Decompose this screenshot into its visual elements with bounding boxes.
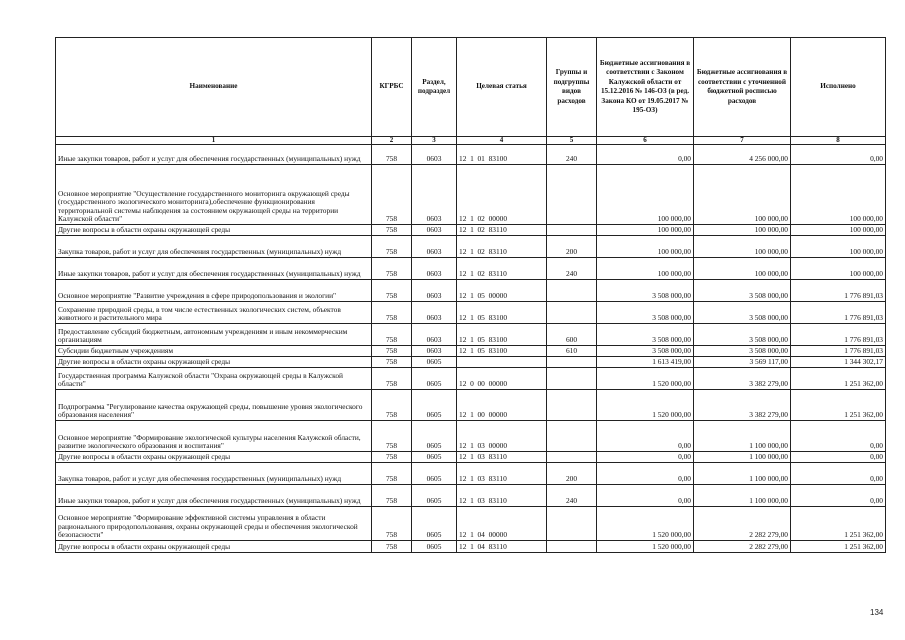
row-section-cell: 0603 bbox=[412, 145, 457, 165]
row-target-cell: 12 1 02 83110 bbox=[457, 236, 547, 258]
row-assign-law-cell: 100 000,00 bbox=[597, 165, 694, 225]
row-executed-cell: 1 251 362,00 bbox=[791, 541, 886, 553]
row-executed-cell: 100 000,00 bbox=[791, 225, 886, 236]
row-section-cell: 0603 bbox=[412, 236, 457, 258]
row-name-cell: Иные закупки товаров, работ и услуг для обеспечения государственных (муниципальных) нужд bbox=[56, 145, 372, 165]
header-assign-law: Бюджетные ассигнования в соответствии с Законом Калужской области от 15.12.2016 № 146-ОЗ (в ред. Закона КО от 19.05.2017 № 195-ОЗ) bbox=[597, 38, 694, 137]
row-target-cell: 12 1 01 83100 bbox=[457, 145, 547, 165]
row-assign-refined-cell: 100 000,00 bbox=[694, 258, 791, 280]
row-target-cell bbox=[457, 357, 547, 368]
row-group-cell bbox=[547, 421, 597, 452]
row-group-cell bbox=[547, 225, 597, 236]
row-name-cell: Субсидии бюджетным учреждениям bbox=[56, 346, 372, 357]
row-section-cell: 0605 bbox=[412, 421, 457, 452]
row-name-cell: Предоставление субсидий бюджетным, автономным учреждениям и иным некоммерческим организациям bbox=[56, 324, 372, 346]
row-executed-cell: 100 000,00 bbox=[791, 258, 886, 280]
column-number: 7 bbox=[694, 137, 791, 145]
row-group-cell bbox=[547, 368, 597, 390]
row-assign-refined-cell: 3 382 279,00 bbox=[694, 368, 791, 390]
table-row bbox=[56, 541, 886, 553]
row-name-cell: Другие вопросы в области охраны окружающей среды bbox=[56, 541, 372, 553]
column-number: 6 bbox=[597, 137, 694, 145]
row-target-cell: 12 1 02 83110 bbox=[457, 258, 547, 280]
row-group-cell: 240 bbox=[547, 485, 597, 507]
row-assign-law-cell: 1 520 000,00 bbox=[597, 390, 694, 421]
row-group-cell bbox=[547, 165, 597, 225]
page-number: 134 bbox=[870, 608, 884, 617]
table-row bbox=[56, 421, 886, 452]
row-kgrbs-cell: 758 bbox=[372, 541, 412, 553]
row-kgrbs-cell: 758 bbox=[372, 225, 412, 236]
row-name-cell: Другие вопросы в области охраны окружающей среды bbox=[56, 357, 372, 368]
row-group-cell: 240 bbox=[547, 145, 597, 165]
row-group-cell: 200 bbox=[547, 236, 597, 258]
row-target-cell: 12 1 03 83110 bbox=[457, 463, 547, 485]
row-executed-cell: 1 776 891,03 bbox=[791, 302, 886, 324]
row-assign-law-cell: 0,00 bbox=[597, 421, 694, 452]
row-section-cell: 0605 bbox=[412, 452, 457, 463]
row-assign-refined-cell: 3 508 000,00 bbox=[694, 280, 791, 302]
row-assign-refined-cell: 3 508 000,00 bbox=[694, 346, 791, 357]
column-number: 3 bbox=[412, 137, 457, 145]
row-executed-cell: 100 000,00 bbox=[791, 236, 886, 258]
row-target-cell: 12 1 00 00000 bbox=[457, 390, 547, 421]
row-assign-refined-cell: 100 000,00 bbox=[694, 225, 791, 236]
row-executed-cell: 0,00 bbox=[791, 452, 886, 463]
row-group-cell bbox=[547, 541, 597, 553]
row-assign-refined-cell: 4 256 000,00 bbox=[694, 145, 791, 165]
row-target-cell: 12 1 02 83110 bbox=[457, 225, 547, 236]
row-target-cell: 12 0 00 00000 bbox=[457, 368, 547, 390]
row-target-cell: 12 1 05 83100 bbox=[457, 346, 547, 357]
row-group-cell: 600 bbox=[547, 324, 597, 346]
row-group-cell bbox=[547, 280, 597, 302]
row-assign-refined-cell: 3 569 117,00 bbox=[694, 357, 791, 368]
row-group-cell: 200 bbox=[547, 463, 597, 485]
row-name-cell: Закупка товаров, работ и услуг для обеспечения государственных (муниципальных) нужд bbox=[56, 236, 372, 258]
row-assign-refined-cell: 1 100 000,00 bbox=[694, 452, 791, 463]
row-target-cell: 12 1 03 83110 bbox=[457, 452, 547, 463]
table-row bbox=[56, 368, 886, 390]
row-assign-law-cell: 1 520 000,00 bbox=[597, 507, 694, 541]
row-kgrbs-cell: 758 bbox=[372, 280, 412, 302]
row-name-cell: Иные закупки товаров, работ и услуг для обеспечения государственных (муниципальных) нужд bbox=[56, 258, 372, 280]
row-name-cell: Основное мероприятие "Формирование эффективной системы управления в области рационального природопользования, охраны окружающей среды и обеспечения экологической безопасности" bbox=[56, 507, 372, 541]
row-kgrbs-cell: 758 bbox=[372, 357, 412, 368]
row-target-cell: 12 1 03 83110 bbox=[457, 485, 547, 507]
header-target: Целевая статья bbox=[457, 38, 547, 137]
row-kgrbs-cell: 758 bbox=[372, 145, 412, 165]
row-assign-refined-cell: 1 100 000,00 bbox=[694, 485, 791, 507]
row-group-cell bbox=[547, 452, 597, 463]
table-row bbox=[56, 225, 886, 236]
header-executed: Исполнено bbox=[791, 38, 886, 137]
column-number: 4 bbox=[457, 137, 547, 145]
table-row bbox=[56, 390, 886, 421]
row-executed-cell: 1 776 891,03 bbox=[791, 346, 886, 357]
row-kgrbs-cell: 758 bbox=[372, 165, 412, 225]
row-name-cell: Основное мероприятие "Осуществление государственного мониторинга окружающей среды (государственного экологического мониторинга),обеспечение функционирования территориальной системы наблюдения за состоянием окружающей среды на территории Калужской области" bbox=[56, 165, 372, 225]
row-name-cell: Иные закупки товаров, работ и услуг для обеспечения государственных (муниципальных) нужд bbox=[56, 485, 372, 507]
row-assign-refined-cell: 3 508 000,00 bbox=[694, 302, 791, 324]
row-group-cell: 610 bbox=[547, 346, 597, 357]
row-name-cell: Другие вопросы в области охраны окружающей среды bbox=[56, 225, 372, 236]
row-assign-law-cell: 1 613 419,00 bbox=[597, 357, 694, 368]
row-group-cell: 240 bbox=[547, 258, 597, 280]
row-assign-refined-cell: 2 282 279,00 bbox=[694, 541, 791, 553]
row-assign-law-cell: 0,00 bbox=[597, 463, 694, 485]
row-assign-refined-cell: 2 282 279,00 bbox=[694, 507, 791, 541]
row-name-cell: Закупка товаров, работ и услуг для обеспечения государственных (муниципальных) нужд bbox=[56, 463, 372, 485]
row-group-cell bbox=[547, 507, 597, 541]
row-name-cell: Подпрограмма "Регулирование качества окружающей среды, повышение уровня экологического образования населения" bbox=[56, 390, 372, 421]
row-executed-cell: 1 344 302,17 bbox=[791, 357, 886, 368]
row-kgrbs-cell: 758 bbox=[372, 258, 412, 280]
row-section-cell: 0605 bbox=[412, 507, 457, 541]
row-assign-refined-cell: 3 382 279,00 bbox=[694, 390, 791, 421]
row-target-cell: 12 1 05 00000 bbox=[457, 280, 547, 302]
row-kgrbs-cell: 758 bbox=[372, 463, 412, 485]
row-executed-cell: 1 776 891,03 bbox=[791, 324, 886, 346]
row-assign-law-cell: 0,00 bbox=[597, 452, 694, 463]
row-kgrbs-cell: 758 bbox=[372, 302, 412, 324]
column-number: 8 bbox=[791, 137, 886, 145]
row-executed-cell: 1 251 362,00 bbox=[791, 368, 886, 390]
row-assign-refined-cell: 3 508 000,00 bbox=[694, 324, 791, 346]
row-section-cell: 0605 bbox=[412, 390, 457, 421]
row-section-cell: 0605 bbox=[412, 541, 457, 553]
row-executed-cell: 1 251 362,00 bbox=[791, 507, 886, 541]
header-name: Наименование bbox=[56, 38, 372, 137]
table-row bbox=[56, 346, 886, 357]
row-kgrbs-cell: 758 bbox=[372, 452, 412, 463]
budget-table bbox=[55, 37, 886, 553]
row-section-cell: 0603 bbox=[412, 324, 457, 346]
row-section-cell: 0605 bbox=[412, 368, 457, 390]
row-section-cell: 0605 bbox=[412, 357, 457, 368]
row-assign-law-cell: 100 000,00 bbox=[597, 258, 694, 280]
row-kgrbs-cell: 758 bbox=[372, 507, 412, 541]
row-assign-law-cell: 1 520 000,00 bbox=[597, 541, 694, 553]
row-executed-cell: 0,00 bbox=[791, 421, 886, 452]
row-group-cell bbox=[547, 302, 597, 324]
row-assign-law-cell: 0,00 bbox=[597, 145, 694, 165]
row-executed-cell: 0,00 bbox=[791, 485, 886, 507]
header-section: Раздел, подраздел bbox=[412, 38, 457, 137]
row-assign-law-cell: 0,00 bbox=[597, 485, 694, 507]
row-kgrbs-cell: 758 bbox=[372, 390, 412, 421]
row-assign-law-cell: 3 508 000,00 bbox=[597, 346, 694, 357]
row-section-cell: 0603 bbox=[412, 258, 457, 280]
row-target-cell: 12 1 04 83110 bbox=[457, 541, 547, 553]
row-executed-cell: 1 776 891,03 bbox=[791, 280, 886, 302]
row-target-cell: 12 1 04 00000 bbox=[457, 507, 547, 541]
row-kgrbs-cell: 758 bbox=[372, 324, 412, 346]
column-number-row bbox=[56, 137, 886, 145]
table-row bbox=[56, 236, 886, 258]
row-section-cell: 0603 bbox=[412, 280, 457, 302]
row-assign-law-cell: 3 508 000,00 bbox=[597, 302, 694, 324]
table-row bbox=[56, 485, 886, 507]
row-name-cell: Основное мероприятие "Развитие учреждения в сфере природопользования и экологии" bbox=[56, 280, 372, 302]
row-executed-cell: 0,00 bbox=[791, 145, 886, 165]
row-name-cell: Основное мероприятие "Формирование экологической культуры населения Калужской области, развитие экологического образования и воспитания" bbox=[56, 421, 372, 452]
row-assign-law-cell: 100 000,00 bbox=[597, 225, 694, 236]
header-assign-refined: Бюджетные ассигнования в соответствии с уточненной бюджетной росписью расходов bbox=[694, 38, 791, 137]
table-body bbox=[56, 145, 886, 553]
table-row bbox=[56, 324, 886, 346]
column-number: 2 bbox=[372, 137, 412, 145]
row-assign-law-cell: 3 508 000,00 bbox=[597, 280, 694, 302]
header-kgrbs: КГРБС bbox=[372, 38, 412, 137]
row-target-cell: 12 1 02 00000 bbox=[457, 165, 547, 225]
row-assign-law-cell: 100 000,00 bbox=[597, 236, 694, 258]
row-kgrbs-cell: 758 bbox=[372, 421, 412, 452]
row-assign-refined-cell: 100 000,00 bbox=[694, 236, 791, 258]
row-section-cell: 0605 bbox=[412, 463, 457, 485]
column-number: 5 bbox=[547, 137, 597, 145]
table-row bbox=[56, 280, 886, 302]
row-section-cell: 0603 bbox=[412, 346, 457, 357]
header-groups: Группы и подгруппы видов расходов bbox=[547, 38, 597, 137]
row-assign-refined-cell: 1 100 000,00 bbox=[694, 463, 791, 485]
row-name-cell: Сохранение природной среды, в том числе естественных экологических систем, объектов животного и растительного мира bbox=[56, 302, 372, 324]
row-section-cell: 0603 bbox=[412, 165, 457, 225]
row-assign-refined-cell: 100 000,00 bbox=[694, 165, 791, 225]
row-assign-law-cell: 1 520 000,00 bbox=[597, 368, 694, 390]
row-kgrbs-cell: 758 bbox=[372, 346, 412, 357]
table-row bbox=[56, 145, 886, 165]
row-assign-law-cell: 3 508 000,00 bbox=[597, 324, 694, 346]
table-row bbox=[56, 452, 886, 463]
column-number: 1 bbox=[56, 137, 372, 145]
row-assign-refined-cell: 1 100 000,00 bbox=[694, 421, 791, 452]
row-kgrbs-cell: 758 bbox=[372, 485, 412, 507]
row-section-cell: 0603 bbox=[412, 302, 457, 324]
row-name-cell: Другие вопросы в области охраны окружающей среды bbox=[56, 452, 372, 463]
row-kgrbs-cell: 758 bbox=[372, 368, 412, 390]
row-target-cell: 12 1 05 83100 bbox=[457, 324, 547, 346]
table-row bbox=[56, 463, 886, 485]
row-target-cell: 12 1 05 83100 bbox=[457, 302, 547, 324]
row-name-cell: Государственная программа Калужской области "Охрана окружающей среды в Калужской области" bbox=[56, 368, 372, 390]
row-group-cell bbox=[547, 357, 597, 368]
row-executed-cell: 0,00 bbox=[791, 463, 886, 485]
row-executed-cell: 1 251 362,00 bbox=[791, 390, 886, 421]
row-group-cell bbox=[547, 390, 597, 421]
row-executed-cell: 100 000,00 bbox=[791, 165, 886, 225]
row-kgrbs-cell: 758 bbox=[372, 236, 412, 258]
table-row bbox=[56, 507, 886, 541]
table-row bbox=[56, 258, 886, 280]
row-target-cell: 12 1 03 00000 bbox=[457, 421, 547, 452]
row-section-cell: 0605 bbox=[412, 485, 457, 507]
table-row bbox=[56, 165, 886, 225]
table-header-row bbox=[56, 38, 886, 137]
table-row bbox=[56, 302, 886, 324]
row-section-cell: 0603 bbox=[412, 225, 457, 236]
table-row bbox=[56, 357, 886, 368]
